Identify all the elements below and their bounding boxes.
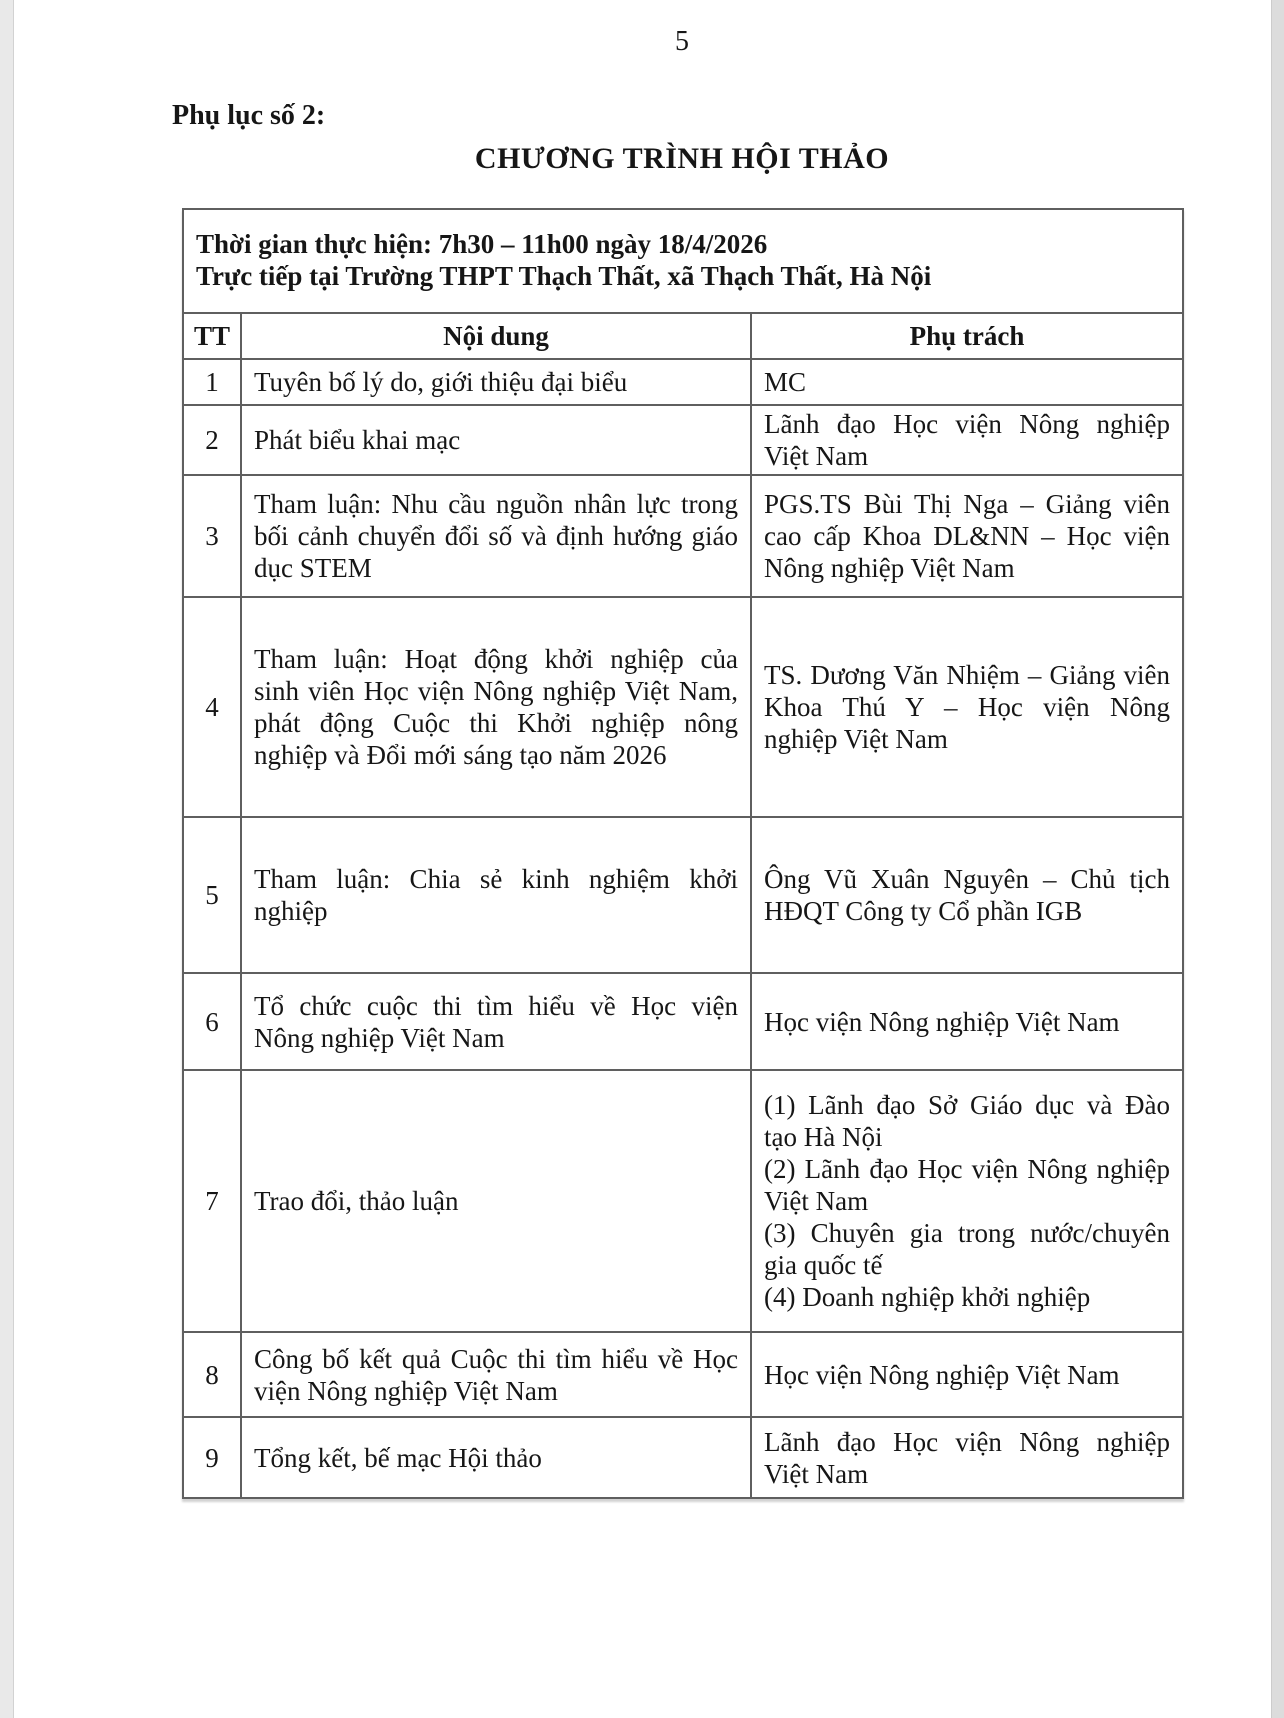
paragraph: [254, 1343, 738, 1407]
content-cell: [241, 1070, 751, 1332]
text-line: Khoa Thú Y – Học viện Nông: [764, 692, 1170, 722]
text-line: Công bố kết quả Cuộc thi tìm hiểu về Học: [254, 1343, 738, 1374]
text-line: Lãnh đạo Học viện Nông nghiệp: [764, 1426, 1170, 1457]
presenter-cell: [751, 359, 1183, 405]
program-table: [182, 208, 1184, 1499]
presenter-cell: [751, 1417, 1183, 1498]
text-line: dục STEM: [254, 553, 372, 583]
paragraph: [254, 366, 738, 398]
paragraph: [764, 659, 1170, 755]
presenter-cell: [751, 817, 1183, 973]
text-line: nghiệp Việt Nam: [764, 724, 948, 754]
paragraph: [764, 1281, 1170, 1313]
content-cell: [241, 359, 751, 405]
content-cell: [241, 405, 751, 475]
paragraph: [764, 408, 1170, 472]
presenter-cell: [751, 475, 1183, 597]
text-line: Lãnh đạo Học viện Nông nghiệp: [764, 409, 1170, 439]
paragraph: [764, 1153, 1170, 1217]
presenter-cell: [751, 405, 1183, 475]
text-line: (1) Lãnh đạo Sở Giáo dục và Đào: [764, 1090, 1170, 1120]
paragraph: [764, 863, 1170, 927]
text-line: HĐQT Công ty Cổ phần IGB: [764, 896, 1083, 926]
paragraph: [764, 1089, 1170, 1153]
column-header-tt: TT: [183, 313, 241, 359]
paragraph: [254, 488, 738, 584]
table-row: [183, 475, 1183, 597]
paragraph: [254, 1442, 738, 1474]
table-row: [183, 597, 1183, 817]
presenter-cell: [751, 597, 1183, 817]
content-cell: [241, 475, 751, 597]
text-line: Thời gian thực hiện: 7h30 – 11h00 ngày 18/4/2026: [196, 229, 768, 259]
text-line: Nông nghiệp Việt Nam: [254, 1022, 505, 1053]
content-cell: [241, 597, 751, 817]
text-line: phát động Cuộc thi Khởi nghiệp nông: [254, 708, 738, 738]
document-title: CHƯƠNG TRÌNH HỘI THẢO: [474, 142, 890, 175]
text-line: nghiệp và Đổi mới sáng tạo năm 2026: [254, 740, 667, 770]
presenter-cell: [751, 1332, 1183, 1417]
presenter-cell: [751, 1070, 1183, 1332]
text-line: Tuyên bố lý do, giới thiệu đại biểu: [254, 367, 628, 397]
paragraph: [764, 1426, 1170, 1490]
table-info-row: [183, 209, 1183, 313]
text-line: MC: [764, 367, 807, 397]
text-line: Việt Nam: [764, 441, 869, 471]
content-cell: [241, 817, 751, 973]
paragraph: [196, 260, 1170, 292]
paragraph: [764, 1217, 1170, 1281]
column-header-noidung: Nội dung: [241, 313, 751, 359]
paragraph: [254, 643, 738, 771]
text-line: Tham luận: Nhu cầu nguồn nhân lực trong: [254, 489, 738, 519]
paragraph: [254, 863, 738, 927]
text-line: viện Nông nghiệp Việt Nam: [254, 1375, 558, 1406]
text-line: (3) Chuyên gia trong nước/chuyên: [764, 1218, 1170, 1248]
paragraph: [764, 488, 1170, 584]
text-line: Học viện Nông nghiệp Việt Nam: [764, 1006, 1120, 1037]
text-line: Học viện Nông nghiệp Việt Nam: [764, 1359, 1120, 1390]
text-line: sinh viên Học viện Nông nghiệp Việt Nam,: [254, 676, 738, 706]
table-info-cell: [183, 209, 1183, 313]
text-line: Tham luận: Chia sẻ kinh nghiệm khởi: [254, 864, 738, 894]
text-line: cao cấp Khoa DL&NN – Học viện: [764, 521, 1170, 551]
row-number-cell: 2: [183, 405, 241, 475]
paragraph: [254, 424, 738, 456]
table-row: [183, 973, 1183, 1070]
row-number-cell: 9: [183, 1417, 241, 1498]
text-line: Nông nghiệp Việt Nam: [764, 553, 1015, 583]
appendix-label: Phụ lục số 2:: [172, 100, 326, 131]
text-line: (4) Doanh nghiệp khởi nghiệp: [764, 1282, 1091, 1312]
text-line: TS. Dương Văn Nhiệm – Giảng viên: [764, 660, 1170, 690]
row-number-cell: 7: [183, 1070, 241, 1332]
scan-edge-right: [1271, 0, 1284, 1718]
paragraph: [764, 1006, 1170, 1038]
presenter-cell: [751, 973, 1183, 1070]
row-number-cell: 4: [183, 597, 241, 817]
text-line: gia quốc tế: [764, 1250, 883, 1280]
table-row: [183, 817, 1183, 973]
text-line: Trao đổi, thảo luận: [254, 1186, 459, 1216]
table-row: [183, 1417, 1183, 1498]
paragraph: [764, 366, 1170, 398]
row-number-cell: 8: [183, 1332, 241, 1417]
text-line: Phát biểu khai mạc: [254, 425, 461, 455]
text-line: Tổ chức cuộc thi tìm hiểu về Học viện: [254, 990, 738, 1021]
text-line: Trực tiếp tại Trường THPT Thạch Thất, xã Thạch Thất, Hà Nội: [196, 261, 932, 291]
row-number-cell: 5: [183, 817, 241, 973]
column-header-phutrach: Phụ trách: [751, 313, 1183, 359]
table-header-row: [183, 313, 1183, 359]
content-cell: [241, 1332, 751, 1417]
table-row: [183, 1332, 1183, 1417]
row-number-cell: 3: [183, 475, 241, 597]
text-line: Ông Vũ Xuân Nguyên – Chủ tịch: [764, 864, 1170, 894]
row-number-cell: 6: [183, 973, 241, 1070]
text-line: Việt Nam: [764, 1458, 869, 1489]
text-line: tạo Hà Nội: [764, 1122, 883, 1152]
table-row: [183, 405, 1183, 475]
page-number: 5: [675, 26, 689, 57]
text-line: Việt Nam: [764, 1186, 869, 1216]
text-line: PGS.TS Bùi Thị Nga – Giảng viên: [764, 489, 1170, 519]
content-cell: [241, 973, 751, 1070]
text-line: bối cảnh chuyển đổi số và định hướng giáo: [254, 521, 738, 551]
text-line: nghiệp: [254, 896, 328, 926]
table-row: [183, 1070, 1183, 1332]
paragraph: [764, 1359, 1170, 1391]
row-number-cell: 1: [183, 359, 241, 405]
content-cell: [241, 1417, 751, 1498]
table-row: [183, 359, 1183, 405]
text-line: Tổng kết, bế mạc Hội thảo: [254, 1442, 542, 1473]
scan-edge-left: [0, 0, 14, 1718]
paragraph: [254, 1185, 738, 1217]
paragraph: [254, 990, 738, 1054]
text-line: (2) Lãnh đạo Học viện Nông nghiệp: [764, 1154, 1170, 1184]
text-line: Tham luận: Hoạt động khởi nghiệp của: [254, 644, 738, 674]
paragraph: [196, 228, 1170, 260]
